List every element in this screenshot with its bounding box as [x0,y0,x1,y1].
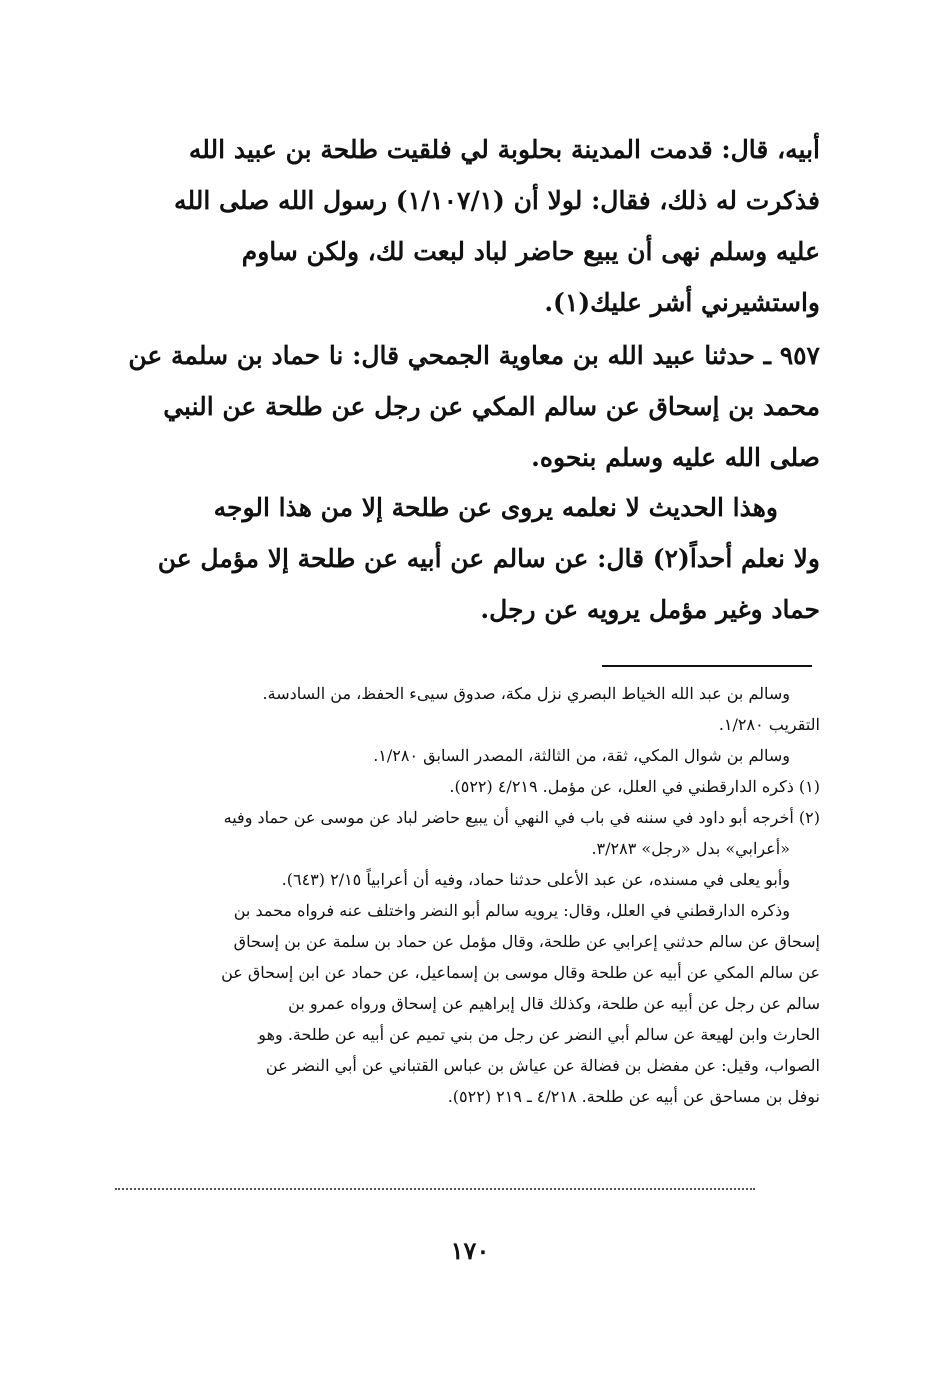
text-line: فذكرت له ذلك، فقال: لولا أن (١/١٠٧/١) رسول الله صلى الله [174,186,820,215]
footnote-line: «أعرابي» بدل «رجل» ٣/٢٨٣. [591,839,790,858]
dotted-separator [115,1188,755,1190]
text-line: أبيه، قال: قدمت المدينة بحلوبة لي فلقيت طلحة بن عبيد الله [188,135,820,164]
footnote-line: (٢) أخرجه أبو داود في سننه في باب في النهي أن يبيع حاضر لباد عن موسى عن حماد وفيه [223,808,820,827]
footnote-line: عن سالم المكي عن أبيه عن طلحة وقال موسى بن إسماعيل، عن حماد عن ابن إسحاق عن [221,963,820,982]
page-number: ١٧٠ [450,1236,490,1265]
footnote-line: وأبو يعلى في مسنده، عن عبد الأعلى حدثنا حماد، وفيه أن أعرابياً ٢/١٥ (٦٤٣). [281,870,790,889]
footnote-divider [602,665,812,667]
text-line: عليه وسلم نهى أن يبيع حاضر لباد لبعت لك، ولكن ساوم [241,237,820,266]
text-line: واستشيرني أشر عليك(١). [544,288,820,317]
text-line: محمد بن إسحاق عن سالم المكي عن رجل عن طلحة عن النبي [163,392,820,421]
text-line: وهذا الحديث لا نعلمه يروى عن طلحة إلا من هذا الوجه [213,493,778,522]
footnote-line: إسحاق عن سالم حدثني إعرابي عن طلحة، وقال مؤمل عن حماد بن سلمة عن بن إسحاق [233,932,820,951]
paragraph-commentary [110,482,820,635]
text-line: حماد وغير مؤمل يرويه عن رجل. [480,595,820,624]
footnote-line: نوفل بن مساحق عن أبيه عن طلحة. ٤/٢١٨ ـ ٢١٩ (٥٢٢). [447,1087,820,1106]
text-line: ٩٥٧ ـ حدثنا عبيد الله بن معاوية الجمحي قال: نا حماد بن سلمة عن [128,341,820,370]
footnote-line: وسالم بن شوال المكي، ثقة، من الثالثة، المصدر السابق ١/٢٨٠. [373,746,790,765]
footnote-line: الصواب، وقيل: عن مفضل بن فضالة عن عياش بن عباس القتباني عن أبي النضر عن [265,1056,820,1075]
text-line: صلى الله عليه وسلم بنحوه. [531,443,820,472]
text-line: ولا نعلم أحداً(٢) قال: عن سالم عن أبيه عن طلحة إلا مؤمل عن [157,544,820,573]
footnotes [115,678,820,1112]
footnote-line: التقريب ١/٢٨٠. [718,715,820,734]
paragraph-hadith-text [110,124,820,328]
paragraph-hadith-957 [110,330,820,483]
footnote-line: وذكره الدارقطني في العلل، وقال: يرويه سالم أبو النضر واختلف عنه فرواه محمد بن [233,901,790,920]
footnote-line: وسالم بن عبد الله الخياط البصري نزل مكة، صدوق سيىء الحفظ، من السادسة. [262,684,790,703]
footnote-line: سالم عن رجل عن أبيه عن طلحة، وكذلك قال إبراهيم عن إسحاق ورواه عمرو بن [288,994,820,1013]
footnote-line: (١) ذكره الدارقطني في العلل، عن مؤمل. ٤/٢١٩ (٥٢٢). [449,777,820,796]
footnote-line: الحارث وابن لهيعة عن سالم أبي النضر عن رجل من بني تميم عن أبيه عن طلحة. وهو [258,1025,820,1044]
